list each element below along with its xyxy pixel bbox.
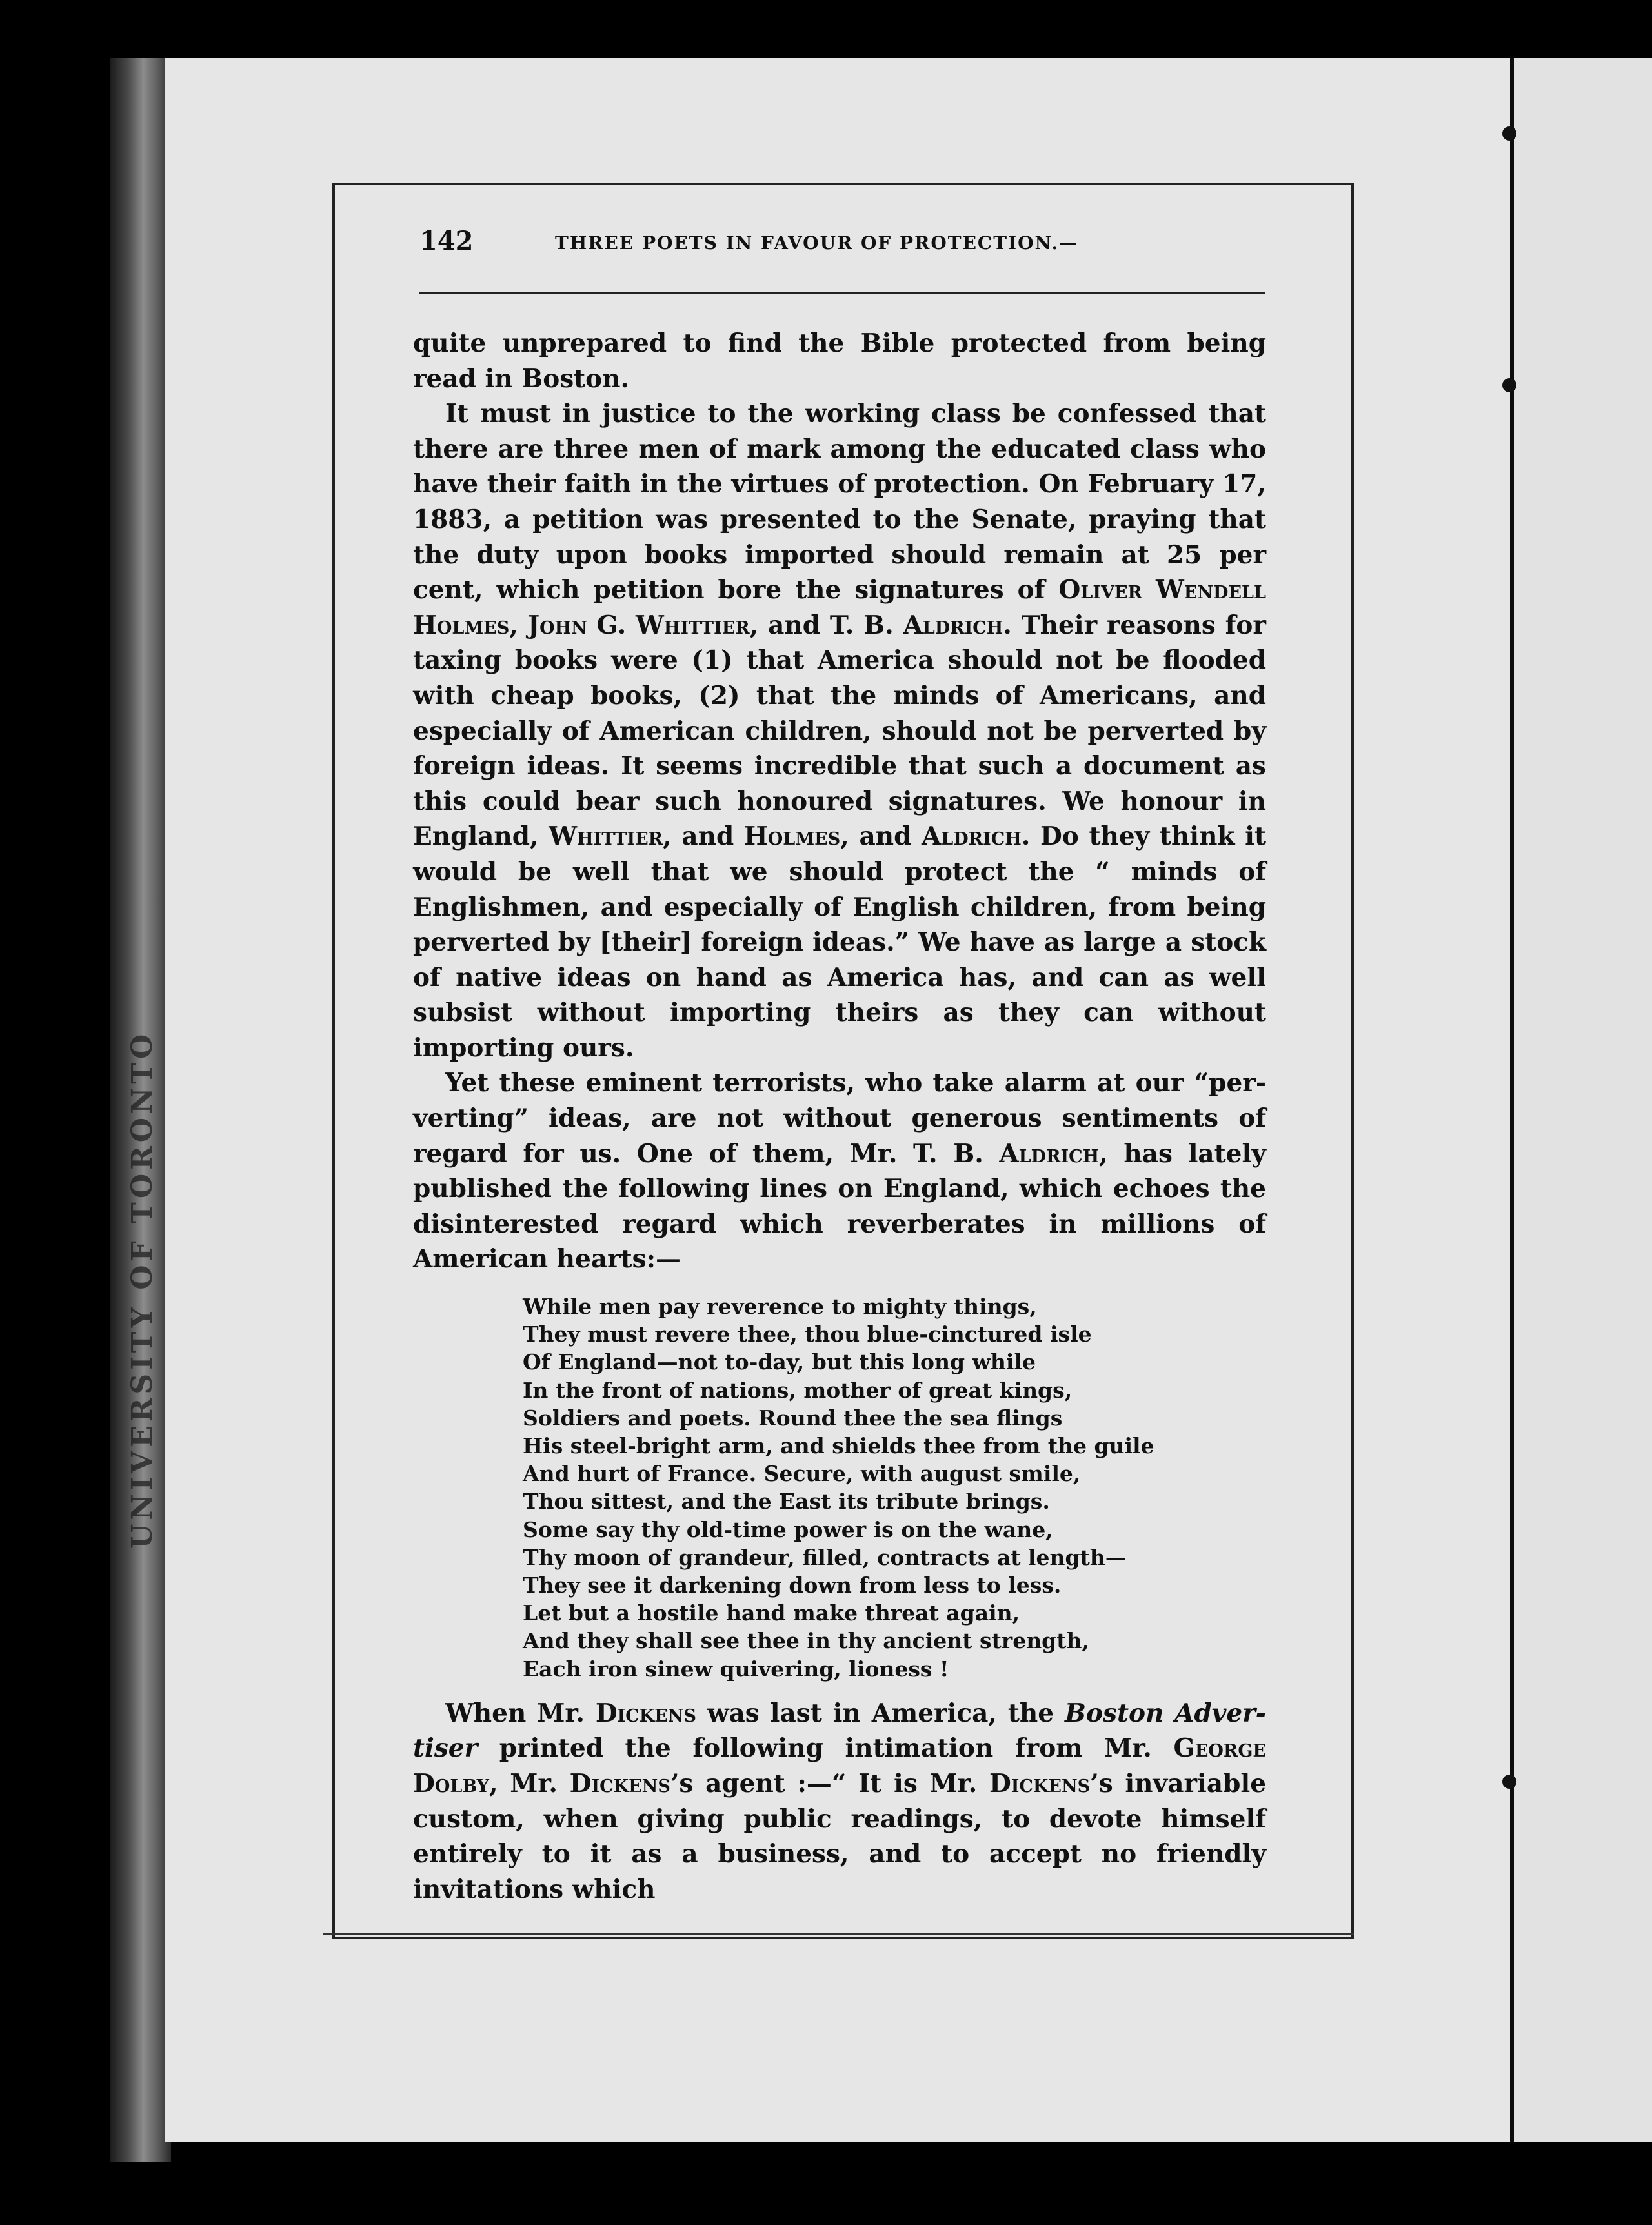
- person-name: Dickens: [569, 1769, 670, 1799]
- author-name: T. B. Aldrich: [829, 610, 1003, 640]
- header-rule: [419, 292, 1265, 294]
- running-head: THREE POETS IN FAVOUR OF PROTECTION.—: [555, 232, 1079, 254]
- author-name: Aldrich: [922, 821, 1022, 852]
- page-body: [413, 326, 1266, 1907]
- spine-label: UNIVERSITY OF TORONTO: [126, 1030, 159, 1549]
- person-name: Dickens: [595, 1698, 697, 1728]
- poem-line: Thy moon of grandeur, filled, contracts at length—: [523, 1544, 1127, 1570]
- poem-line: Soldiers and poets. Round thee the sea flings: [523, 1405, 1063, 1431]
- poem-line: Some say thy old-time power is on the wane,: [523, 1516, 1053, 1542]
- poem-line: And they shall see thee in thy ancient strength,: [523, 1628, 1089, 1654]
- paragraph-dickens: When Mr. Dickens was last in America, the Boston Adver-tiser printed the following intimation from Mr. George Dolby, Mr. Dickens’s agent :—“ It is Mr. Dickens’s invariable custom, when giving public readings, to devote himself entirely to it as a business, and to accept no friendly invitations which: [413, 1698, 1267, 1904]
- poem-line: They see it darkening down from less to less.: [523, 1573, 1062, 1598]
- binding-hole-mark: [1502, 378, 1516, 392]
- adjacent-page-edge: [1510, 58, 1652, 2142]
- poem-line: Of England—not to-day, but this long while: [523, 1349, 1036, 1375]
- poem-block: [523, 1293, 1266, 1683]
- author-name: Oliver Wendell Holmes: [413, 575, 1266, 640]
- author-name: John G. Whittier: [527, 610, 750, 640]
- poem-line: Let but a hostile hand make threat again,: [523, 1600, 1020, 1626]
- poem-line: His steel-bright arm, and shields thee from the guile: [523, 1433, 1154, 1459]
- poem-line: And hurt of France. Secure, with august smile,: [523, 1461, 1081, 1487]
- page-header: [419, 226, 1265, 265]
- page-number: 142: [419, 226, 474, 256]
- person-name: George Dolby: [413, 1733, 1266, 1799]
- poem-line: Thou sittest, and the East its tribute brings.: [523, 1489, 1050, 1515]
- paragraph-terrorists: Yet these eminent terrorists, who take alarm at our “per-verting” ideas, are not without generous sentiments of regard for us. One of them, Mr. T. B. Aldrich, has lately published the following lines on England, which echoes the disinterested regard which reverberates in millions of American hearts:—: [413, 1068, 1266, 1274]
- paragraph-continuation: quite unprepared to find the Bible protected from being read in Boston.: [413, 328, 1266, 394]
- binding-hole-mark: [1502, 1775, 1516, 1789]
- poem-line: They must revere thee, thou blue-cinctured isle: [523, 1322, 1092, 1347]
- newspaper-name: Boston Adver-tiser: [413, 1698, 1266, 1764]
- author-name: T. B. Aldrich: [913, 1138, 1100, 1169]
- author-name: Holmes: [743, 821, 841, 852]
- poem-line: Each iron sinew quivering, lioness !: [523, 1656, 949, 1682]
- person-name: Dickens: [989, 1769, 1091, 1799]
- binding-hole-mark: [1502, 126, 1516, 141]
- poem-line: While men pay reverence to mighty things,: [523, 1294, 1037, 1320]
- paragraph-petition: It must in justice to the working class be confessed that there are three men of mark among the educated class who have their faith in the virtues of protection. On February 17, 1883, a petition was presented to the Senate, praying that the duty upon books imported should remain at 25 per cent, which petition bore the signatures of Oliver Wendell Holmes, John G. Whittier, and T. B. Aldrich. Their reasons for taxing books were (1) that America should not be flooded with cheap books, (2) that the minds of Americans, and especially of American children, should not be perverted by foreign ideas. It seems incredible that such a document as this could bear such honoured signatures. We honour in England, Whittier, and Holmes, and Aldrich. Do they think it would be well that we should protect the “ minds of Englishmen, and especially of English children, from being perverted by [their] foreign ideas.” We have as large a stock of native ideas on hand as America has, and can as well subsist without importing theirs as they can without importing ours.: [413, 399, 1266, 1063]
- poem-line: In the front of nations, mother of great kings,: [523, 1377, 1073, 1403]
- page-border-shadow: [323, 1933, 1354, 1935]
- author-name: Whittier: [549, 821, 663, 852]
